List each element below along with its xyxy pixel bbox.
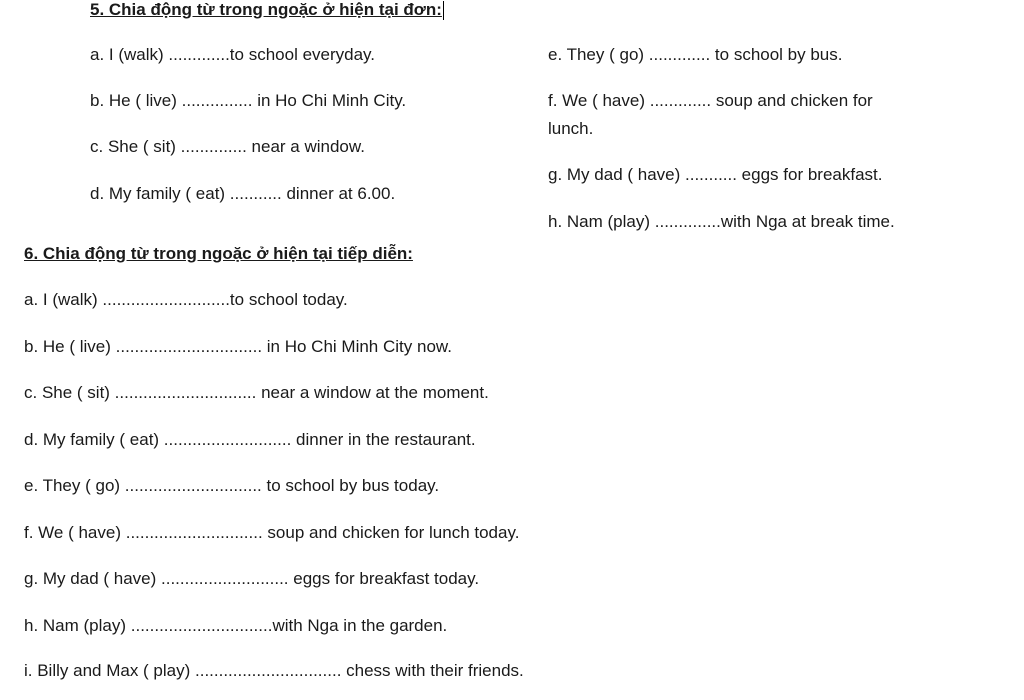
section6-heading: 6. Chia động từ trong ngoặc ở hiện tại tiếp diễn: bbox=[24, 244, 413, 263]
text-cursor bbox=[443, 1, 444, 20]
s6-item-f: f. We ( have) ............................. soup and chicken for lunch today. bbox=[24, 523, 520, 542]
s5-item-h: h. Nam (play) ..............with Nga at break time. bbox=[548, 212, 895, 231]
s6-item-c: c. She ( sit) .............................. near a window at the moment. bbox=[24, 383, 489, 402]
s6-item-d: d. My family ( eat) ........................... dinner in the restaurant. bbox=[24, 430, 476, 449]
s6-item-b: b. He ( live) ............................... in Ho Chi Minh City now. bbox=[24, 337, 452, 356]
s6-item-i: i. Billy and Max ( play) ............................... chess with their friends. bbox=[24, 661, 524, 680]
s5-item-a: a. I (walk) .............to school everyday. bbox=[90, 45, 376, 64]
s5-item-g: g. My dad ( have) ........... eggs for breakfast. bbox=[548, 165, 883, 184]
s5-item-b: b. He ( live) ............... in Ho Chi Minh City. bbox=[90, 91, 407, 110]
s6-item-a: a. I (walk) ...........................to school today. bbox=[24, 290, 348, 309]
s5-item-f-cont: lunch. bbox=[548, 119, 594, 138]
s5-item-f: f. We ( have) ............. soup and chicken for bbox=[548, 91, 873, 110]
s6-item-e: e. They ( go) ............................. to school by bus today. bbox=[24, 476, 440, 495]
s5-item-e: e. They ( go) ............. to school by bus. bbox=[548, 45, 843, 64]
s6-item-g: g. My dad ( have) ........................... eggs for breakfast today. bbox=[24, 569, 480, 588]
s5-item-c: c. She ( sit) .............. near a window. bbox=[90, 137, 365, 156]
s6-item-h: h. Nam (play) ..............................with Nga in the garden. bbox=[24, 616, 448, 635]
section5-heading: 5. Chia động từ trong ngoặc ở hiện tại đơn: bbox=[90, 0, 442, 19]
s5-item-d: d. My family ( eat) ........... dinner at 6.00. bbox=[90, 184, 396, 203]
